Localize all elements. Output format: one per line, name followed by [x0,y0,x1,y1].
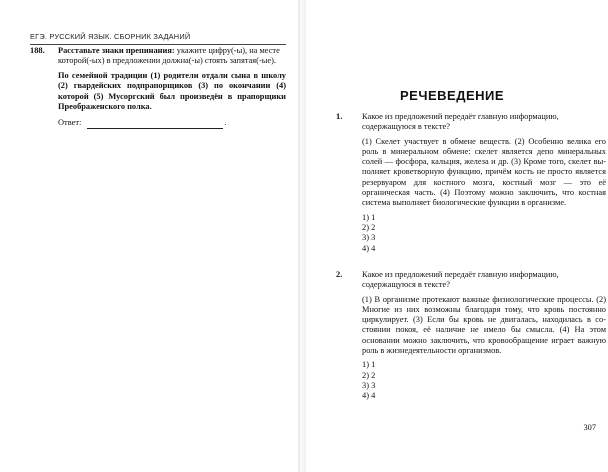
question-text: (1) В организме протекают важные физиологические процессы. (2) Многие из них возможны благодаря тому, что кровь постоянно циркулирует. (3) Если бы кровь не двигалась, находилась в состоянии покоя, её наличие не имело бы смысла. (4) На этом основании можно заключить, что кровообращение играет важную роль в жизнедеятельности организмов. [362,294,606,356]
right-page [306,0,608,472]
answer-option[interactable]: 3) 3 [362,380,376,390]
answer-option[interactable]: 3) 3 [362,233,376,243]
question-prompt: Какое из предложений передаёт главную информацию, содержащуюся в тексте? [362,112,559,132]
question-text: (1) Скелет участвует в обмене веществ. (2) Особенно велика его роль в минеральном обмене: скелет является депо минеральных солей — фосфора, кальция, железа и др. (3) Кроме того, скелет выполняет кроветворную функцию, причём кость не просто является резервуаром для костного мозга, костный мозг — это её органическая часть. (4) Поэтому можно заключить, что костная система выполняет биологические функции в организме. [362,136,606,208]
answer-period: . [224,118,227,128]
answer-option[interactable]: 2) 2 [362,222,376,232]
answer-option[interactable]: 2) 2 [362,370,376,380]
answer-option[interactable]: 1) 1 [362,212,376,222]
task-instruction-bold: Расставьте знаки препинания: [58,46,175,55]
question-body [362,270,606,402]
book-gutter [298,0,306,472]
task-188 [30,46,286,129]
task-sentence: По семейной традиции (1) родители отдали сына в школу (2) гвардейских подпрапорщиков (3) по окончании (4) которой (5) Мусоргский был произведён в прапорщики Преображенского полка. [58,70,286,112]
task-instruction [58,46,286,67]
question-number: 1. [336,112,343,121]
question-1 [336,112,606,254]
question-prompt: Какое из предложений передаёт главную информацию, содержащуюся в тексте? [362,270,559,290]
task-body [58,46,286,129]
page-number: 307 [583,423,596,432]
answer-label: Ответ: [58,118,82,128]
left-page [0,0,298,472]
answer-line [58,118,286,128]
answer-blank[interactable] [87,121,223,129]
answer-option[interactable]: 4) 4 [362,243,376,253]
question-2 [336,270,606,402]
question-body [362,112,606,254]
task-number: 188. [30,46,45,55]
answer-options [362,213,606,254]
section-title: РЕЧЕВЕДЕНИЕ [400,88,505,103]
running-head: ЕГЭ. РУССКИЙ ЯЗЫК. СБОРНИК ЗАДАНИЙ [30,32,286,45]
answer-option[interactable]: 4) 4 [362,391,376,401]
task-instruction-rest: укажите цифру(-ы), на месте которой(-ых) в предложении должна(-ы) стоять запятая(-ые). [58,46,280,66]
answer-option[interactable]: 1) 1 [362,360,376,370]
question-number: 2. [336,270,343,279]
answer-options [362,360,606,401]
